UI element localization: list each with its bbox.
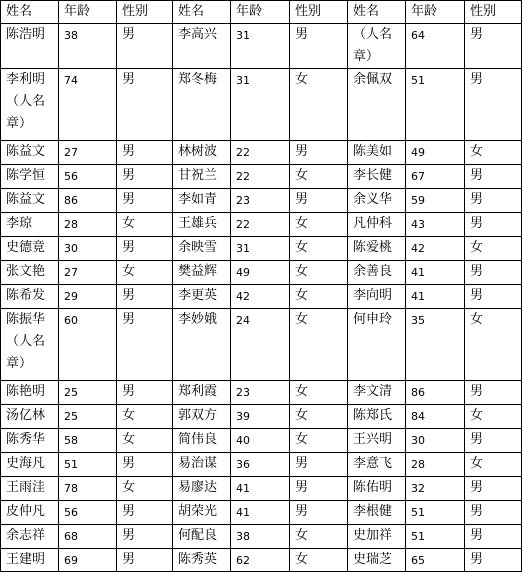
age-cell: 35	[406, 309, 465, 381]
age-cell: 39	[231, 405, 290, 429]
age-cell: 27	[59, 261, 117, 285]
sex-cell: 男	[465, 525, 522, 549]
table-row	[1, 405, 522, 429]
table-header-row	[1, 1, 522, 24]
name-cell: （人名 章）	[348, 24, 406, 69]
age-cell: 38	[231, 525, 290, 549]
table-row	[1, 453, 522, 477]
name-cell: 李琼	[1, 213, 59, 237]
name-cell: 陈益文	[1, 189, 59, 213]
name-cell: 史德竟	[1, 237, 59, 261]
name-cell: 李向明	[348, 285, 406, 309]
name-cell: 李根健	[348, 501, 406, 525]
name-cell: 陈希发	[1, 285, 59, 309]
header-cell-sex: 性别	[290, 1, 348, 24]
age-cell: 30	[406, 429, 465, 453]
name-cell: 余佩双	[348, 69, 406, 141]
sex-cell: 女	[290, 69, 348, 141]
age-cell: 49	[231, 261, 290, 285]
name-cell: 李如青	[173, 189, 231, 213]
name-cell: 皮仲凡	[1, 501, 59, 525]
table-row	[1, 477, 522, 501]
sex-cell: 男	[117, 165, 173, 189]
age-cell: 56	[59, 501, 117, 525]
age-cell: 60	[59, 309, 117, 381]
sex-cell: 男	[117, 69, 173, 141]
sex-cell: 男	[117, 309, 173, 381]
sex-cell: 女	[290, 549, 348, 572]
age-cell: 38	[59, 24, 117, 69]
sex-cell: 男	[290, 189, 348, 213]
table-row	[1, 165, 522, 189]
name-cell: 汤亿林	[1, 405, 59, 429]
sex-cell: 女	[290, 525, 348, 549]
sex-cell: 男	[290, 24, 348, 69]
sex-cell: 女	[465, 405, 522, 429]
sex-cell: 男	[465, 429, 522, 453]
header-cell-name: 姓名	[1, 1, 59, 24]
age-cell: 86	[406, 381, 465, 405]
table-row	[1, 141, 522, 165]
name-cell: 陈美如	[348, 141, 406, 165]
age-cell: 23	[231, 189, 290, 213]
age-cell: 51	[406, 69, 465, 141]
sex-cell: 男	[465, 165, 522, 189]
age-cell: 41	[406, 285, 465, 309]
table-row	[1, 237, 522, 261]
age-cell: 40	[231, 429, 290, 453]
age-cell: 49	[406, 141, 465, 165]
age-cell: 64	[406, 24, 465, 69]
sex-cell: 女	[465, 141, 522, 165]
sex-cell: 男	[117, 141, 173, 165]
sex-cell: 男	[465, 501, 522, 525]
sex-cell: 男	[465, 69, 522, 141]
age-cell: 42	[406, 237, 465, 261]
age-cell: 42	[231, 285, 290, 309]
age-cell: 51	[59, 453, 117, 477]
sex-cell: 男	[117, 525, 173, 549]
header-cell-name: 姓名	[348, 1, 406, 24]
sex-cell: 女	[290, 213, 348, 237]
sex-cell: 女	[290, 405, 348, 429]
name-cell: 陈艳明	[1, 381, 59, 405]
name-cell: 李妙娥	[173, 309, 231, 381]
name-cell: 郑利霞	[173, 381, 231, 405]
name-cell: 王兴明	[348, 429, 406, 453]
name-cell: 陈秀英	[173, 549, 231, 572]
sex-cell: 男	[465, 189, 522, 213]
table-row	[1, 261, 522, 285]
sex-cell: 男	[290, 477, 348, 501]
age-cell: 65	[406, 549, 465, 572]
sex-cell: 男	[465, 381, 522, 405]
name-cell: 余志祥	[1, 525, 59, 549]
sex-cell: 男	[465, 24, 522, 69]
name-cell: 陈浩明	[1, 24, 59, 69]
name-cell: 王雨洼	[1, 477, 59, 501]
sex-cell: 男	[117, 381, 173, 405]
sex-cell: 女	[117, 213, 173, 237]
sex-cell: 男	[117, 237, 173, 261]
age-cell: 59	[406, 189, 465, 213]
sex-cell: 男	[117, 189, 173, 213]
header-cell-age: 年龄	[231, 1, 290, 24]
age-cell: 25	[59, 405, 117, 429]
sex-cell: 男	[117, 453, 173, 477]
sex-cell: 男	[465, 261, 522, 285]
name-cell: 王建明	[1, 549, 59, 572]
sex-cell: 女	[290, 165, 348, 189]
name-cell: 史瑞芝	[348, 549, 406, 572]
age-cell: 68	[59, 525, 117, 549]
age-cell: 25	[59, 381, 117, 405]
name-cell: 余映雪	[173, 237, 231, 261]
name-cell: 陈爱桃	[348, 237, 406, 261]
name-cell: 李高兴	[173, 24, 231, 69]
age-cell: 23	[231, 381, 290, 405]
sex-cell: 女	[465, 453, 522, 477]
sex-cell: 女	[117, 429, 173, 453]
name-cell: 陈益文	[1, 141, 59, 165]
name-cell: 陈振华 （人名 章）	[1, 309, 59, 381]
age-cell: 58	[59, 429, 117, 453]
name-cell: 甘祝兰	[173, 165, 231, 189]
name-cell: 易廖达	[173, 477, 231, 501]
sex-cell: 男	[117, 285, 173, 309]
header-cell-age: 年龄	[59, 1, 117, 24]
name-cell: 余善良	[348, 261, 406, 285]
name-cell: 王雄兵	[173, 213, 231, 237]
name-cell: 李利明 （人名 章）	[1, 69, 59, 141]
age-cell: 22	[231, 213, 290, 237]
sex-cell: 女	[290, 429, 348, 453]
name-cell: 陈秀华	[1, 429, 59, 453]
table-row	[1, 213, 522, 237]
age-cell: 41	[406, 261, 465, 285]
table-row	[1, 381, 522, 405]
age-cell: 31	[231, 24, 290, 69]
name-cell: 郭双方	[173, 405, 231, 429]
age-cell: 22	[231, 141, 290, 165]
table-row	[1, 429, 522, 453]
sex-cell: 女	[117, 261, 173, 285]
table-row	[1, 549, 522, 572]
age-cell: 84	[406, 405, 465, 429]
age-cell: 78	[59, 477, 117, 501]
age-cell: 51	[406, 525, 465, 549]
sex-cell: 男	[290, 453, 348, 477]
sex-cell: 女	[290, 285, 348, 309]
table-row	[1, 309, 522, 381]
name-cell: 张文艳	[1, 261, 59, 285]
table-row	[1, 501, 522, 525]
name-cell: 凡仲科	[348, 213, 406, 237]
name-cell: 陈佑明	[348, 477, 406, 501]
name-cell: 易治谋	[173, 453, 231, 477]
table-row	[1, 525, 522, 549]
age-cell: 24	[231, 309, 290, 381]
age-cell: 56	[59, 165, 117, 189]
age-cell: 28	[59, 213, 117, 237]
sex-cell: 男	[117, 24, 173, 69]
sex-cell: 男	[465, 285, 522, 309]
name-cell: 李更英	[173, 285, 231, 309]
name-cell: 史海凡	[1, 453, 59, 477]
name-cell: 李意飞	[348, 453, 406, 477]
name-cell: 何申玲	[348, 309, 406, 381]
sex-cell: 男	[465, 477, 522, 501]
header-cell-sex: 性别	[465, 1, 522, 24]
name-cell: 李长健	[348, 165, 406, 189]
name-cell: 何配良	[173, 525, 231, 549]
sex-cell: 女	[465, 309, 522, 381]
age-cell: 67	[406, 165, 465, 189]
name-cell: 陈学恒	[1, 165, 59, 189]
sex-cell: 男	[117, 549, 173, 572]
sex-cell: 女	[290, 237, 348, 261]
age-cell: 41	[231, 477, 290, 501]
age-cell: 27	[59, 141, 117, 165]
age-cell: 32	[406, 477, 465, 501]
age-cell: 69	[59, 549, 117, 572]
age-cell: 74	[59, 69, 117, 141]
age-cell: 86	[59, 189, 117, 213]
sex-cell: 男	[465, 549, 522, 572]
header-cell-age: 年龄	[406, 1, 465, 24]
name-cell: 余义华	[348, 189, 406, 213]
name-cell: 樊益辉	[173, 261, 231, 285]
name-cell: 郑冬梅	[173, 69, 231, 141]
header-cell-name: 姓名	[173, 1, 231, 24]
age-cell: 41	[231, 501, 290, 525]
sex-cell: 男	[117, 501, 173, 525]
header-cell-sex: 性别	[117, 1, 173, 24]
age-cell: 31	[231, 69, 290, 141]
name-cell: 陈郑氏	[348, 405, 406, 429]
age-cell: 30	[59, 237, 117, 261]
sex-cell: 男	[465, 213, 522, 237]
age-cell: 29	[59, 285, 117, 309]
name-cell: 简伟良	[173, 429, 231, 453]
table-row	[1, 285, 522, 309]
age-cell: 36	[231, 453, 290, 477]
name-cell: 胡荣光	[173, 501, 231, 525]
sex-cell: 女	[290, 261, 348, 285]
sex-cell: 男	[290, 141, 348, 165]
age-cell: 43	[406, 213, 465, 237]
name-cell: 李文清	[348, 381, 406, 405]
age-cell: 22	[231, 165, 290, 189]
sex-cell: 女	[290, 309, 348, 381]
sex-cell: 女	[117, 477, 173, 501]
sex-cell: 女	[117, 405, 173, 429]
sex-cell: 女	[465, 237, 522, 261]
age-cell: 31	[231, 237, 290, 261]
age-cell: 62	[231, 549, 290, 572]
name-cell: 林树波	[173, 141, 231, 165]
sex-cell: 女	[290, 381, 348, 405]
table-row	[1, 24, 522, 69]
age-cell: 51	[406, 501, 465, 525]
sex-cell: 男	[290, 501, 348, 525]
name-cell: 史加祥	[348, 525, 406, 549]
age-cell: 28	[406, 453, 465, 477]
table-row	[1, 69, 522, 141]
table-row	[1, 189, 522, 213]
